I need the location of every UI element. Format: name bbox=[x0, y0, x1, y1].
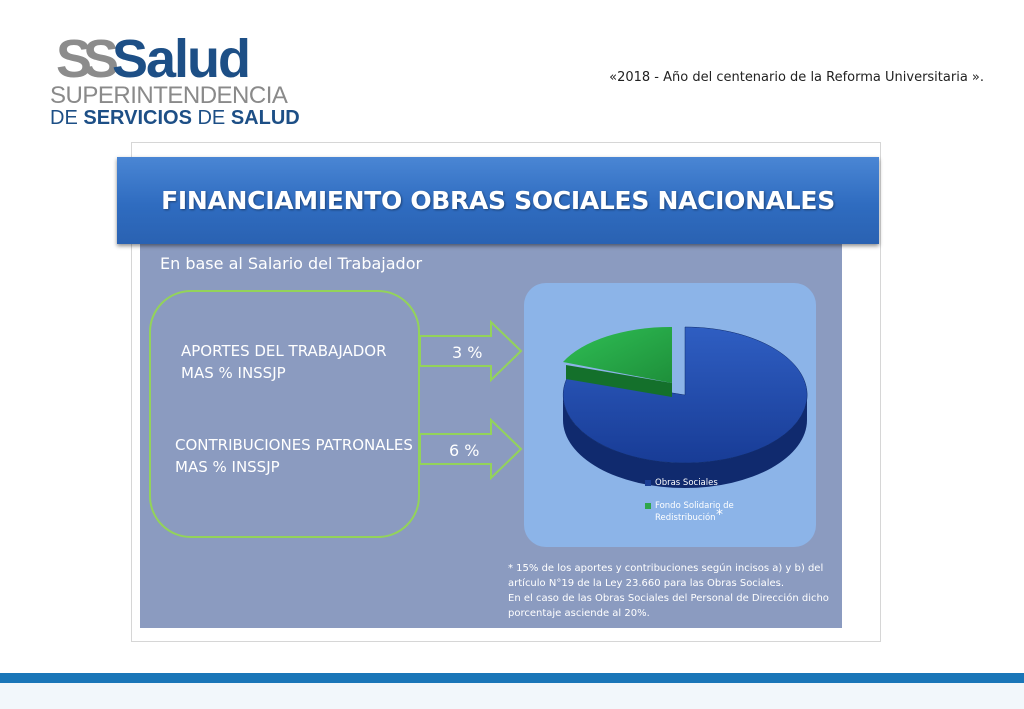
logo-servicios-de-salud: DE SERVICIOS DE SALUD bbox=[50, 107, 300, 129]
legend-swatch-obras-sociales bbox=[645, 480, 651, 486]
logo-superintendencia: SUPERINTENDENCIA bbox=[50, 82, 288, 109]
slide-title: FINANCIAMIENTO OBRAS SOCIALES NACIONALES bbox=[161, 186, 835, 215]
item-contribuciones: CONTRIBUCIONES PATRONALES MAS % INSSJP bbox=[175, 436, 413, 476]
logo-salud: Salud bbox=[112, 29, 250, 89]
asterisk-mark: * bbox=[716, 507, 723, 523]
slide-subtitle: En base al Salario del Trabajador bbox=[160, 254, 423, 273]
legend-swatch-fondo-solidario bbox=[645, 503, 651, 509]
bottom-band bbox=[0, 683, 1024, 709]
item-aportes: APORTES DEL TRABAJADOR MAS % INSSJP bbox=[181, 342, 387, 382]
aportes-percent: 3 % bbox=[452, 343, 483, 362]
legend-obras-sociales: Obras Sociales bbox=[655, 478, 718, 488]
legend-fondo-solidario: Fondo Solidario de Redistribución bbox=[655, 501, 734, 523]
contribuciones-percent: 6 % bbox=[449, 441, 480, 460]
year-text: «2018 - Año del centenario de la Reforma Universitaria ». bbox=[609, 70, 984, 85]
bottom-bar bbox=[0, 673, 1024, 683]
logo-ss: SS bbox=[56, 29, 111, 89]
footnote: * 15% de los aportes y contribuciones según incisos a) y b) del artículo N°19 de la Ley 23.660 para las Obras Sociales. En el caso de las Obras Sociales del Personal de Dirección dicho porcentaje asciende al 20%. bbox=[508, 563, 829, 619]
